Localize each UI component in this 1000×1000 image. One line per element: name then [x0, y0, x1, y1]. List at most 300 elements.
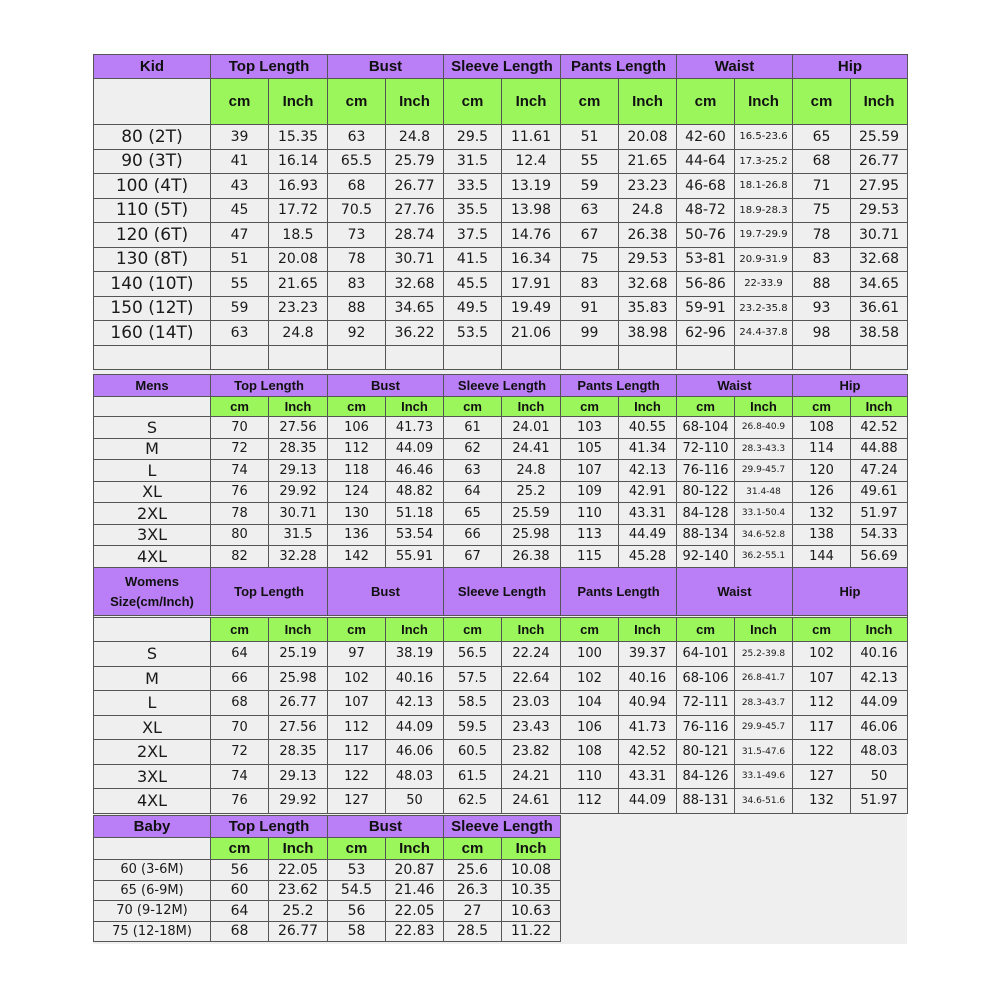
- kid-cell: 62-96: [677, 321, 735, 346]
- table-row: [94, 880, 561, 901]
- womens-cell: 100: [561, 642, 619, 667]
- kid-cell: 38.98: [619, 321, 677, 346]
- table-row: [94, 503, 908, 525]
- baby-cell: 25.2: [269, 901, 328, 922]
- womens-cell: 68: [211, 691, 269, 716]
- womens-cell: 102: [561, 666, 619, 691]
- mens-unit-inch: Inch: [619, 397, 677, 417]
- kid-size-label: 140 (10T): [94, 272, 211, 297]
- mens-cell: 29.13: [269, 460, 328, 482]
- womens-cell: 102: [328, 666, 386, 691]
- womens-unit-cm: cm: [328, 618, 386, 642]
- kid-cell: 23.23: [269, 296, 328, 321]
- kid-cell: 68: [793, 149, 851, 174]
- womens-size-label: XL: [94, 715, 211, 740]
- kid-cell: 48-72: [677, 198, 735, 223]
- womens-cell: 108: [561, 740, 619, 765]
- kid-empty-cell: [386, 345, 444, 369]
- kid-cell: 26.77: [851, 149, 908, 174]
- womens-cell: 62.5: [444, 789, 502, 814]
- womens-cell: 97: [328, 642, 386, 667]
- baby-size-table: [93, 815, 561, 942]
- kid-cell: 27.76: [386, 198, 444, 223]
- womens-cell: 48.03: [386, 764, 444, 789]
- baby-cell: 20.87: [386, 860, 444, 881]
- womens-cell: 74: [211, 764, 269, 789]
- kid-header-sleeve-length: Sleeve Length: [444, 55, 561, 79]
- mens-cell: 72-110: [677, 438, 735, 460]
- womens-cell: 50: [386, 789, 444, 814]
- womens-header-top-length: Top Length: [211, 568, 328, 616]
- kid-empty-cell: [269, 345, 328, 369]
- kid-cell: 91: [561, 296, 619, 321]
- mens-cell: 76-116: [677, 460, 735, 482]
- kid-unit-cm: cm: [328, 79, 386, 125]
- kid-cell: 67: [561, 223, 619, 248]
- womens-cell: 33.1-49.6: [735, 764, 793, 789]
- table-row: [94, 860, 561, 881]
- womens-cell: 43.31: [619, 764, 677, 789]
- kid-size-label: 150 (12T): [94, 296, 211, 321]
- baby-size-label: 70 (9-12M): [94, 901, 211, 922]
- kid-size-label: 120 (6T): [94, 223, 211, 248]
- kid-size-label: 100 (4T): [94, 174, 211, 199]
- kid-cell: 19.49: [502, 296, 561, 321]
- baby-cell: 53: [328, 860, 386, 881]
- table-row: [94, 438, 908, 460]
- table-row: [94, 223, 908, 248]
- mens-cell: 72: [211, 438, 269, 460]
- kid-cell: 53-81: [677, 247, 735, 272]
- womens-unit-inch: Inch: [851, 618, 908, 642]
- kid-cell: 93: [793, 296, 851, 321]
- kid-cell: 32.68: [619, 272, 677, 297]
- mens-cell: 126: [793, 481, 851, 503]
- kid-cell: 13.98: [502, 198, 561, 223]
- mens-unit-inch: Inch: [502, 397, 561, 417]
- womens-cell: 72-111: [677, 691, 735, 716]
- womens-cell: 107: [328, 691, 386, 716]
- table-row: [94, 296, 908, 321]
- baby-unit-inch: Inch: [502, 838, 561, 860]
- mens-cell: 54.33: [851, 524, 908, 546]
- kid-cell: 98: [793, 321, 851, 346]
- kid-cell: 38.58: [851, 321, 908, 346]
- mens-cell: 92-140: [677, 546, 735, 568]
- womens-cell: 25.2-39.8: [735, 642, 793, 667]
- womens-header-bust: Bust: [328, 568, 444, 616]
- kid-cell: 20.9-31.9: [735, 247, 793, 272]
- kid-cell: 16.5-23.6: [735, 125, 793, 150]
- womens-size-label: 2XL: [94, 740, 211, 765]
- mens-size-label: 4XL: [94, 546, 211, 568]
- womens-size-label: 3XL: [94, 764, 211, 789]
- kid-cell: 34.65: [851, 272, 908, 297]
- mens-cell: 34.6-52.8: [735, 524, 793, 546]
- womens-unit-inch: Inch: [502, 618, 561, 642]
- kid-cell: 13.19: [502, 174, 561, 199]
- mens-cell: 67: [444, 546, 502, 568]
- womens-cell: 48.03: [851, 740, 908, 765]
- baby-cell: 56: [328, 901, 386, 922]
- womens-unit-inch: Inch: [735, 618, 793, 642]
- table-row: [94, 901, 561, 922]
- mens-cell: 24.01: [502, 417, 561, 439]
- kid-cell: 29.5: [444, 125, 502, 150]
- mens-cell: 53.54: [386, 524, 444, 546]
- womens-size-label: S: [94, 642, 211, 667]
- womens-unit-inch: Inch: [386, 618, 444, 642]
- mens-cell: 107: [561, 460, 619, 482]
- mens-cell: 32.28: [269, 546, 328, 568]
- womens-cell: 64-101: [677, 642, 735, 667]
- womens-size-label: 4XL: [94, 789, 211, 814]
- baby-cell: 56: [211, 860, 269, 881]
- kid-cell: 36.22: [386, 321, 444, 346]
- mens-cell: 24.41: [502, 438, 561, 460]
- womens-cell: 40.94: [619, 691, 677, 716]
- kid-cell: 29.53: [619, 247, 677, 272]
- mens-cell: 88-134: [677, 524, 735, 546]
- table-row: [94, 740, 908, 765]
- kid-empty-cell: [94, 345, 211, 369]
- womens-cell: 72: [211, 740, 269, 765]
- mens-cell: 74: [211, 460, 269, 482]
- womens-cell: 29.13: [269, 764, 328, 789]
- womens-unit-corner: [94, 618, 211, 642]
- baby-unit-cm: cm: [444, 838, 502, 860]
- kid-unit-cm: cm: [561, 79, 619, 125]
- womens-cell: 57.5: [444, 666, 502, 691]
- kid-header-pants-length: Pants Length: [561, 55, 677, 79]
- mens-header-top-length: Top Length: [211, 375, 328, 397]
- table-row: [94, 247, 908, 272]
- womens-unit-cm: cm: [444, 618, 502, 642]
- mens-cell: 78: [211, 503, 269, 525]
- table-row: [94, 715, 908, 740]
- mens-cell: 76: [211, 481, 269, 503]
- kid-cell: 27.95: [851, 174, 908, 199]
- womens-cell: 66: [211, 666, 269, 691]
- womens-cell: 40.16: [619, 666, 677, 691]
- womens-cell: 28.35: [269, 740, 328, 765]
- mens-unit-inch: Inch: [269, 397, 328, 417]
- mens-cell: 48.82: [386, 481, 444, 503]
- baby-cell: 10.08: [502, 860, 561, 881]
- kid-cell: 25.79: [386, 149, 444, 174]
- baby-size-label: 65 (6-9M): [94, 880, 211, 901]
- kid-cell: 19.7-29.9: [735, 223, 793, 248]
- womens-cell: 106: [561, 715, 619, 740]
- womens-unit-inch: Inch: [269, 618, 328, 642]
- mens-cell: 36.2-55.1: [735, 546, 793, 568]
- mens-cell: 26.8-40.9: [735, 417, 793, 439]
- table-row: [94, 460, 908, 482]
- kid-cell: 45.5: [444, 272, 502, 297]
- table-row: [94, 764, 908, 789]
- kid-cell: 24.4-37.8: [735, 321, 793, 346]
- table-row: [94, 546, 908, 568]
- mens-cell: 80-122: [677, 481, 735, 503]
- womens-cell: 51.97: [851, 789, 908, 814]
- baby-unit-cm: cm: [328, 838, 386, 860]
- baby-cell: 11.22: [502, 921, 561, 942]
- kid-header-top-length: Top Length: [211, 55, 328, 79]
- table-row: [94, 174, 908, 199]
- mens-cell: 114: [793, 438, 851, 460]
- mens-cell: 41.73: [386, 417, 444, 439]
- kid-cell: 55: [561, 149, 619, 174]
- womens-size-label: L: [94, 691, 211, 716]
- mens-cell: 108: [793, 417, 851, 439]
- mens-cell: 43.31: [619, 503, 677, 525]
- kid-size-label: 110 (5T): [94, 198, 211, 223]
- mens-header-hip: Hip: [793, 375, 908, 397]
- kid-header-hip: Hip: [793, 55, 908, 79]
- kid-cell: 83: [793, 247, 851, 272]
- kid-size-label: 130 (8T): [94, 247, 211, 272]
- womens-cell: 28.3-43.7: [735, 691, 793, 716]
- baby-cell: 21.46: [386, 880, 444, 901]
- kid-cell: 63: [561, 198, 619, 223]
- womens-cell: 46.06: [851, 715, 908, 740]
- kid-cell: 26.38: [619, 223, 677, 248]
- kid-cell: 25.59: [851, 125, 908, 150]
- mens-cell: 115: [561, 546, 619, 568]
- kid-cell: 18.1-26.8: [735, 174, 793, 199]
- womens-cell: 76-116: [677, 715, 735, 740]
- kid-cell: 71: [793, 174, 851, 199]
- mens-unit-cm: cm: [444, 397, 502, 417]
- womens-cell: 38.19: [386, 642, 444, 667]
- kid-unit-inch: Inch: [735, 79, 793, 125]
- mens-size-label: XL: [94, 481, 211, 503]
- kid-cell: 39: [211, 125, 269, 150]
- table-row: [94, 921, 561, 942]
- kid-cell: 51: [561, 125, 619, 150]
- kid-empty-cell: [677, 345, 735, 369]
- womens-cell: 68-106: [677, 666, 735, 691]
- womens-cell: 70: [211, 715, 269, 740]
- kid-unit-cm: cm: [677, 79, 735, 125]
- kid-cell: 15.35: [269, 125, 328, 150]
- womens-cell: 42.13: [851, 666, 908, 691]
- kid-cell: 35.83: [619, 296, 677, 321]
- table-row: [94, 321, 908, 346]
- kid-cell: 88: [328, 296, 386, 321]
- kid-cell: 24.8: [269, 321, 328, 346]
- baby-cell: 22.05: [269, 860, 328, 881]
- mens-header-bust: Bust: [328, 375, 444, 397]
- mens-size-label: M: [94, 438, 211, 460]
- kid-cell: 41: [211, 149, 269, 174]
- mens-size-table: [93, 374, 908, 568]
- kid-size-label: 160 (14T): [94, 321, 211, 346]
- kid-cell: 65: [793, 125, 851, 150]
- kid-cell: 30.71: [851, 223, 908, 248]
- kid-empty-cell: [211, 345, 269, 369]
- mens-cell: 113: [561, 524, 619, 546]
- mens-unit-inch: Inch: [386, 397, 444, 417]
- womens-cell: 127: [793, 764, 851, 789]
- mens-cell: 46.46: [386, 460, 444, 482]
- mens-cell: 49.61: [851, 481, 908, 503]
- womens-cell: 84-126: [677, 764, 735, 789]
- womens-size-label: M: [94, 666, 211, 691]
- womens-cell: 80-121: [677, 740, 735, 765]
- womens-cell: 42.52: [619, 740, 677, 765]
- kid-cell: 78: [793, 223, 851, 248]
- mens-cell: 112: [328, 438, 386, 460]
- mens-unit-inch: Inch: [735, 397, 793, 417]
- womens-cell: 50: [851, 764, 908, 789]
- womens-cell: 88-131: [677, 789, 735, 814]
- womens-cell: 60.5: [444, 740, 502, 765]
- kid-cell: 65.5: [328, 149, 386, 174]
- womens-cell: 27.56: [269, 715, 328, 740]
- womens-cell: 132: [793, 789, 851, 814]
- womens-cell: 110: [561, 764, 619, 789]
- womens-title-line1: Womens: [125, 573, 179, 589]
- mens-cell: 47.24: [851, 460, 908, 482]
- kid-cell: 33.5: [444, 174, 502, 199]
- mens-cell: 44.09: [386, 438, 444, 460]
- mens-cell: 66: [444, 524, 502, 546]
- mens-cell: 33.1-50.4: [735, 503, 793, 525]
- baby-cell: 22.05: [386, 901, 444, 922]
- womens-title: [94, 568, 211, 616]
- mens-cell: 42.52: [851, 417, 908, 439]
- mens-unit-corner: [94, 397, 211, 417]
- womens-cell: 26.8-41.7: [735, 666, 793, 691]
- kid-cell: 21.06: [502, 321, 561, 346]
- kid-unit-inch: Inch: [386, 79, 444, 125]
- kid-cell: 44-64: [677, 149, 735, 174]
- mens-cell: 45.28: [619, 546, 677, 568]
- mens-cell: 26.38: [502, 546, 561, 568]
- kid-unit-cm: cm: [444, 79, 502, 125]
- mens-cell: 110: [561, 503, 619, 525]
- kid-cell: 45: [211, 198, 269, 223]
- mens-cell: 25.98: [502, 524, 561, 546]
- kid-cell: 49.5: [444, 296, 502, 321]
- mens-unit-cm: cm: [211, 397, 269, 417]
- womens-cell: 112: [561, 789, 619, 814]
- mens-cell: 84-128: [677, 503, 735, 525]
- baby-header-bust: Bust: [328, 816, 444, 838]
- mens-cell: 28.35: [269, 438, 328, 460]
- kid-cell: 55: [211, 272, 269, 297]
- baby-header-top-length: Top Length: [211, 816, 328, 838]
- mens-cell: 105: [561, 438, 619, 460]
- kid-cell: 12.4: [502, 149, 561, 174]
- womens-unit-cm: cm: [561, 618, 619, 642]
- kid-cell: 88: [793, 272, 851, 297]
- womens-cell: 117: [328, 740, 386, 765]
- kid-cell: 20.08: [619, 125, 677, 150]
- kid-cell: 43: [211, 174, 269, 199]
- kid-cell: 23.23: [619, 174, 677, 199]
- kid-cell: 31.5: [444, 149, 502, 174]
- mens-cell: 82: [211, 546, 269, 568]
- kid-cell: 70.5: [328, 198, 386, 223]
- mens-cell: 80: [211, 524, 269, 546]
- baby-unit-cm: cm: [211, 838, 269, 860]
- womens-cell: 41.73: [619, 715, 677, 740]
- womens-cell: 61.5: [444, 764, 502, 789]
- womens-unit-cm: cm: [677, 618, 735, 642]
- kid-cell: 29.53: [851, 198, 908, 223]
- baby-cell: 68: [211, 921, 269, 942]
- mens-cell: 106: [328, 417, 386, 439]
- table-row: [94, 666, 908, 691]
- mens-unit-cm: cm: [328, 397, 386, 417]
- mens-header-waist: Waist: [677, 375, 793, 397]
- kid-cell: 26.77: [386, 174, 444, 199]
- baby-cell: 10.63: [502, 901, 561, 922]
- kid-cell: 50-76: [677, 223, 735, 248]
- kid-cell: 46-68: [677, 174, 735, 199]
- womens-cell: 122: [328, 764, 386, 789]
- mens-cell: 56.69: [851, 546, 908, 568]
- mens-cell: 24.8: [502, 460, 561, 482]
- womens-cell: 25.98: [269, 666, 328, 691]
- mens-header-sleeve-length: Sleeve Length: [444, 375, 561, 397]
- baby-cell: 25.6: [444, 860, 502, 881]
- mens-cell: 144: [793, 546, 851, 568]
- womens-cell: 40.16: [386, 666, 444, 691]
- kid-cell: 14.76: [502, 223, 561, 248]
- kid-empty-cell: [851, 345, 908, 369]
- mens-cell: 68-104: [677, 417, 735, 439]
- baby-cell: 54.5: [328, 880, 386, 901]
- kid-cell: 20.08: [269, 247, 328, 272]
- kid-unit-inch: Inch: [619, 79, 677, 125]
- mens-cell: 55.91: [386, 546, 444, 568]
- kid-title: Kid: [94, 55, 211, 79]
- womens-cell: 44.09: [619, 789, 677, 814]
- womens-cell: 44.09: [386, 715, 444, 740]
- womens-cell: 26.77: [269, 691, 328, 716]
- kid-cell: 59-91: [677, 296, 735, 321]
- womens-cell: 112: [793, 691, 851, 716]
- womens-cell: 29.92: [269, 789, 328, 814]
- kid-empty-row: [94, 345, 908, 369]
- womens-cell: 23.03: [502, 691, 561, 716]
- kid-cell: 73: [328, 223, 386, 248]
- mens-cell: 142: [328, 546, 386, 568]
- kid-header-bust: Bust: [328, 55, 444, 79]
- womens-cell: 122: [793, 740, 851, 765]
- womens-header-pants-length: Pants Length: [561, 568, 677, 616]
- baby-cell: 26.3: [444, 880, 502, 901]
- kid-cell: 32.68: [851, 247, 908, 272]
- kid-cell: 37.5: [444, 223, 502, 248]
- womens-cell: 112: [328, 715, 386, 740]
- kid-cell: 34.65: [386, 296, 444, 321]
- kid-cell: 21.65: [619, 149, 677, 174]
- mens-cell: 103: [561, 417, 619, 439]
- kid-empty-cell: [561, 345, 619, 369]
- kid-cell: 18.9-28.3: [735, 198, 793, 223]
- kid-cell: 75: [561, 247, 619, 272]
- kid-cell: 22-33.9: [735, 272, 793, 297]
- kid-empty-cell: [619, 345, 677, 369]
- kid-cell: 24.8: [386, 125, 444, 150]
- kid-cell: 83: [561, 272, 619, 297]
- kid-unit-inch: Inch: [269, 79, 328, 125]
- kid-cell: 32.68: [386, 272, 444, 297]
